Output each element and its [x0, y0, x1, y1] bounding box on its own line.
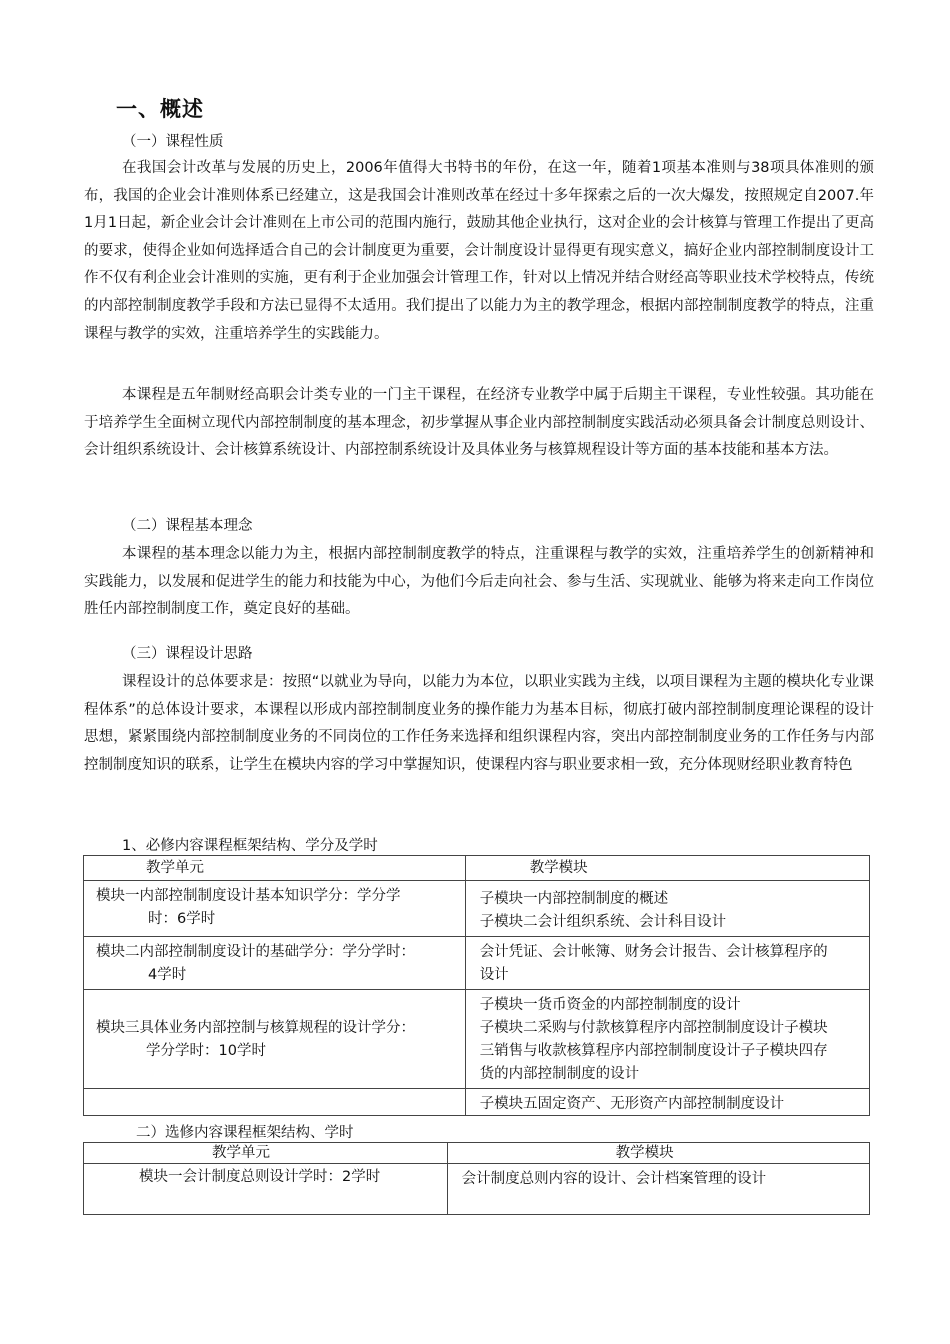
table-row	[84, 881, 870, 937]
table-header-row	[84, 1143, 870, 1164]
header-teaching-unit: 教学单元	[84, 1143, 448, 1164]
paragraph-nature-2: 本课程是五年制财经高职会计类专业的一门主干课程，在经济专业教学中属于后期主干课程，专业性较强。其功能在于培养学生全面树立现代内部控制制度的基本理念，初步掌握从事企业内部控制制度实践活动必须具备会计制度总则设计、会计组织系统设计、会计核算系统设计、内部控制系统设计及具体业务与核算规程设计等方面的基本技能和基本方法。	[84, 387, 874, 459]
section-heading: 一、概述	[116, 97, 204, 121]
module-line: 会计凭证、会计帐簿、财务会计报告、会计核算程序的	[479, 944, 828, 960]
module-line: 会计制度总则内容的设计、会计档案管理的设计	[461, 1171, 767, 1187]
unit-line: 时：6学时	[148, 911, 216, 927]
table-row	[84, 990, 870, 1089]
unit-cell	[84, 881, 466, 937]
table1-caption: 1、必修内容课程框架结构、学分及学时	[122, 838, 378, 854]
module-cell	[447, 1164, 869, 1215]
module-cell	[465, 1089, 869, 1116]
unit-line: 模块一内部控制制度设计基本知识学分：学分学	[96, 888, 401, 904]
unit-line: 学分学时：10学时	[146, 1043, 266, 1059]
header-teaching-module: 教学模块	[465, 856, 869, 881]
module-line: 子模块五固定资产、无形资产内部控制制度设计	[479, 1096, 785, 1112]
table-row	[84, 1089, 870, 1116]
module-line: 三销售与收款核算程序内部控制制度设计子子模块四存	[479, 1043, 828, 1059]
header-teaching-module: 教学模块	[447, 1143, 869, 1164]
module-line: 子模块二会计组织系统、会计科目设计	[479, 914, 727, 930]
module-cell	[465, 881, 869, 937]
unit-line: 模块三具体业务内部控制与核算规程的设计学分：	[96, 1020, 415, 1036]
unit-cell	[84, 1164, 448, 1215]
module-line: 子模块一货币资金的内部控制制度的设计	[479, 997, 741, 1013]
elective-course-table	[83, 1142, 870, 1215]
paragraph-concept-1: 本课程的基本理念以能力为主，根据内部控制制度教学的特点，注重课程与教学的实效，注重培养学生的创新精神和实践能力，以发展和促进学生的能力和技能为中心，为他们今后走向社会、参与生活、实现就业、能够为将来走向工作岗位胜任内部控制制度工作，奠定良好的基础。	[84, 546, 874, 618]
paragraph-design-1: 课程设计的总体要求是：按照“以就业为导向，以能力为本位，以职业实践为主线，以项目课程为主题的模块化专业课程体系”的总体设计要求，本课程以形成内部控制制度业务的操作能力为基本目标，彻底打破内部控制制度理论课程的设计思想，紧紧围绕内部控制制度业务的不同岗位的工作任务来选择和组织课程内容，突出内部控制制度业务的工作任务与内部控制制度知识的联系，让学生在模块内容的学习中掌握知识，使课程内容与职业要求相一致，充分体现财经职业教育特色	[84, 674, 874, 773]
unit-cell-empty	[84, 1089, 466, 1116]
module-cell	[465, 990, 869, 1089]
table2-caption: 二）选修内容课程框架结构、学时	[136, 1125, 354, 1141]
subheading-course-concept: （二）课程基本理念	[122, 518, 253, 534]
table-header-row	[84, 856, 870, 881]
unit-line: 4学时	[148, 967, 187, 983]
paragraph-nature-1: 在我国会计改革与发展的历史上，2006年值得大书特书的年份，在这一年，随着1项基本准则与38项具体准则的颁布，我国的企业会计准则体系已经建立，这是我国会计准则改革在经过十多年探索之后的一次大爆发，按照规定自2007.年1月1日起，新企业会计会计准则在上市公司的范围内施行，鼓励其他企业执行，这对企业的会计核算与管理工作提出了更高的要求，使得企业如何选择适合自己的会计制度更为重要，会计制度设计显得更有现实意义，搞好企业内部控制制度设计工作不仅有利企业会计准则的实施，更有利于企业加强会计管理工作，针对以上情况并结合财经高等职业技术学校特点，传统的内部控制制度教学手段和方法已显得不太适用。我们提出了以能力为主的教学理念，根据内部控制制度教学的特点，注重课程与教学的实效，注重培养学生的实践能力。	[84, 160, 874, 342]
module-cell	[465, 937, 869, 990]
module-line: 设计	[479, 967, 509, 983]
unit-line: 模块二内部控制制度设计的基础学分：学分学时：	[96, 944, 415, 960]
table-row	[84, 1164, 870, 1215]
header-teaching-unit: 教学单元	[84, 856, 466, 881]
subheading-course-nature: （一）课程性质	[122, 134, 224, 150]
unit-cell	[84, 990, 466, 1089]
module-line: 子模块一内部控制制度的概述	[479, 891, 669, 907]
table-row	[84, 937, 870, 990]
module-line: 货的内部控制制度的设计	[479, 1066, 640, 1082]
unit-cell	[84, 937, 466, 990]
subheading-course-design: （三）课程设计思路	[122, 646, 253, 662]
module-line: 子模块二采购与付款核算程序内部控制制度设计子模块	[479, 1020, 828, 1036]
unit-line: 模块一会计制度总则设计学时：2学时	[139, 1169, 381, 1185]
required-course-table	[83, 855, 870, 1116]
